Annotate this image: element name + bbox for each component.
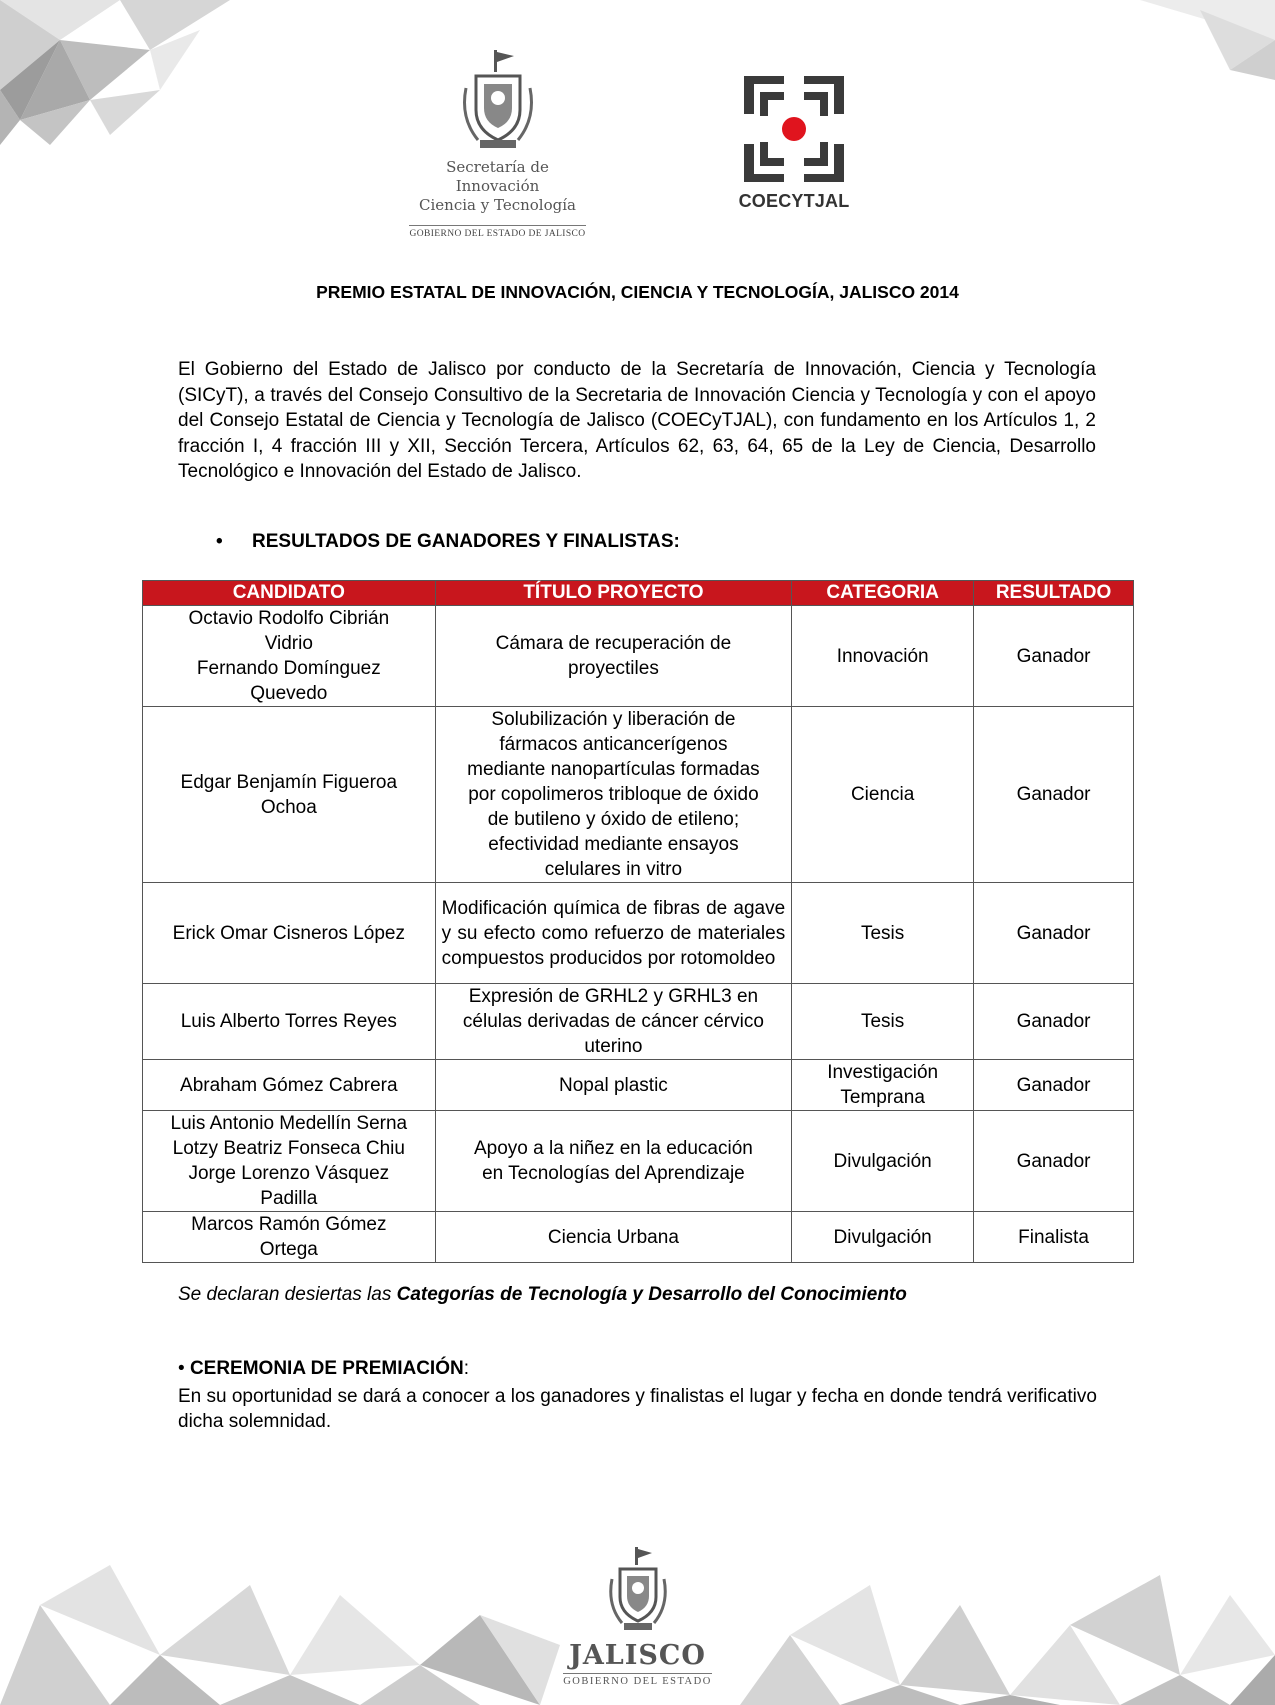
candidate-cell: [143, 1212, 436, 1263]
result-cell-line: Ganador: [1016, 784, 1091, 805]
results-table: [142, 580, 1134, 1263]
ceremony-colon: :: [463, 1358, 469, 1379]
candidate-cell-line: Ochoa: [260, 796, 317, 818]
candidate-cell-line: Luis Alberto Torres Reyes: [180, 1011, 397, 1032]
note-emphasis: Categorías de Tecnología y Desarrollo del Conocimiento: [396, 1284, 907, 1305]
table-row: [143, 883, 1134, 984]
result-cell: [974, 1212, 1134, 1263]
result-cell: [974, 1060, 1134, 1111]
jalisco-coat-of-arms-icon: [458, 48, 538, 153]
category-cell-line: Divulgación: [833, 1150, 932, 1172]
project-title-cell: [435, 606, 792, 707]
result-cell: [974, 883, 1134, 984]
project-title-cell-line: de butileno y óxido de etileno;: [487, 809, 740, 830]
sicyt-logo-line1: Secretaría de Innovación: [446, 158, 549, 195]
deserted-categories-note: [178, 1284, 907, 1306]
candidate-cell-line: Quevedo: [250, 683, 328, 704]
table-header-row: [143, 581, 1134, 606]
category-cell: [792, 707, 974, 883]
result-cell-line: Ganador: [1016, 1150, 1091, 1172]
project-title-cell: [435, 1212, 792, 1263]
result-cell-line: Ganador: [1016, 1074, 1091, 1096]
candidate-cell-line: Ortega: [259, 1239, 318, 1260]
intro-paragraph: El Gobierno del Estado de Jalisco por conducto de la Secretaría de Innovación, Ciencia y Tecnología (SICyT), a través del Consejo Consultivo de la Secretaria de Innovación Ciencia y Tecnología y con el apoyo del Consejo Estatal de Ciencia y Tecnología de Jalisco (COECyTJAL), con fundamento en los Artículos 1, 2 fracción I, 4 fracción III y XII, Sección Tercera, Artículos 62, 63, 64, 65 de la Ley de Ciencia, Desarrollo Tecnológico e Innovación del Estado de Jalisco.: [178, 359, 1096, 482]
ceremony-heading-text: CEREMONIA DE PREMIACIÓN: [189, 1358, 464, 1379]
bullet: •: [178, 1358, 185, 1379]
result-cell-line: Ganador: [1016, 645, 1091, 667]
col-candidato-header: CANDIDATO: [143, 581, 436, 606]
project-title-cell-line: células derivadas de cáncer cérvico: [462, 1011, 764, 1032]
coecytjal-cross-icon: [740, 74, 848, 184]
col-resultado-header: RESULTADO: [974, 581, 1134, 606]
result-cell-line: Ganador: [1016, 1011, 1091, 1032]
result-cell: [974, 984, 1134, 1060]
project-title-cell-line: Expresión de GRHL2 y GRHL3 en: [468, 986, 759, 1007]
category-cell: [792, 1212, 974, 1263]
project-title-cell: [435, 883, 792, 984]
candidate-cell: [143, 1060, 436, 1111]
coecytjal-logo-text: COECYTJAL: [738, 191, 850, 211]
coecytjal-logo: [738, 74, 850, 212]
category-cell: [792, 984, 974, 1060]
candidate-cell: [143, 984, 436, 1060]
category-cell-line: Tesis: [860, 922, 905, 944]
category-cell-line: Innovación: [836, 645, 929, 667]
ceremony-heading: [178, 1358, 469, 1380]
candidate-cell: [143, 883, 436, 984]
project-title-cell: [435, 1111, 792, 1212]
sicyt-logo-line3: GOBIERNO DEL ESTADO DE JALISCO: [409, 225, 585, 239]
project-title-cell-line: Nopal plastic: [559, 1074, 668, 1096]
bullet: •: [216, 531, 223, 552]
category-cell: [792, 883, 974, 984]
category-cell: [792, 1060, 974, 1111]
candidate-cell-line: Jorge Lorenzo Vásquez: [188, 1163, 390, 1184]
jalisco-logo-text: JALISCO: [569, 1640, 706, 1671]
ceremony-text: En su oportunidad se dará a conocer a los ganadores y finalistas el lugar y fecha en donde tendrá verificativo dicha solemnidad.: [178, 1386, 1097, 1432]
project-title-cell: [435, 1060, 792, 1111]
project-title-cell-line: Cámara de recuperación de: [495, 633, 732, 654]
result-cell-line: Ganador: [1016, 922, 1091, 944]
category-cell: [792, 1111, 974, 1212]
note-prefix: Se declaran desiertas las: [178, 1284, 397, 1305]
table-row: [143, 984, 1134, 1060]
project-title-cell-line: en Tecnologías del Aprendizaje: [482, 1163, 745, 1184]
sicyt-logo-line2: Ciencia y Tecnología: [419, 196, 576, 214]
project-title-cell-line: Modificación química de fibras de agave y su efecto como refuerzo de materiales compuestos producidos por rotomoldeo: [441, 897, 786, 969]
project-title-cell-line: por copolimeros tribloque de óxido: [468, 784, 759, 805]
candidate-cell: [143, 707, 436, 883]
project-title-cell: [435, 984, 792, 1060]
candidate-cell-line: Luis Antonio Medellín Serna: [170, 1113, 408, 1134]
table-row: [143, 1060, 1134, 1111]
table-row: [143, 1212, 1134, 1263]
project-title-cell-line: efectividad mediante ensayos: [488, 834, 739, 855]
sicyt-logo: [405, 48, 590, 239]
candidate-cell-line: Marcos Ramón Gómez: [191, 1214, 387, 1235]
table-row: [143, 1111, 1134, 1212]
project-title-cell-line: fármacos anticancerígenos: [499, 734, 728, 755]
project-title-cell-line: uterino: [584, 1036, 643, 1057]
candidate-cell-line: Edgar Benjamín Figueroa: [180, 771, 398, 793]
project-title-cell-line: Solubilización y liberación de: [491, 709, 736, 730]
candidate-cell-line: Padilla: [260, 1188, 318, 1209]
top-left-polygon-decoration: [0, 0, 230, 150]
table-row: [143, 606, 1134, 707]
project-title-cell-line: mediante nanopartículas formadas: [467, 759, 760, 780]
candidate-cell-line: Lotzy Beatriz Fonseca Chiu: [172, 1138, 405, 1159]
jalisco-logo-subtext: GOBIERNO DEL ESTADO: [563, 1673, 712, 1687]
top-right-polygon-decoration: [1080, 0, 1275, 80]
candidate-cell-line: Fernando Domínguez: [196, 658, 381, 679]
project-title-cell-line: Ciencia Urbana: [547, 1226, 679, 1248]
results-heading-text: RESULTADOS DE GANADORES Y FINALISTAS:: [252, 531, 680, 552]
table-row: [143, 707, 1134, 883]
candidate-cell-line: Octavio Rodolfo Cibrián: [188, 608, 390, 629]
result-cell: [974, 1111, 1134, 1212]
project-title-cell: [435, 707, 792, 883]
col-categoria-header: CATEGORIA: [792, 581, 974, 606]
project-title-cell-line: proyectiles: [568, 658, 659, 679]
category-cell-line: Investigación: [827, 1062, 939, 1083]
project-title-cell-line: Apoyo a la niñez en la educación: [473, 1138, 753, 1159]
candidate-cell-line: Erick Omar Cisneros López: [172, 922, 405, 944]
category-cell-line: Ciencia: [850, 784, 915, 805]
candidate-cell: [143, 1111, 436, 1212]
result-cell-line: Finalista: [1018, 1226, 1089, 1248]
category-cell-line: Tesis: [860, 1011, 905, 1032]
category-cell: [792, 606, 974, 707]
results-heading: [216, 531, 680, 553]
project-title-cell-line: celulares in vitro: [544, 859, 683, 880]
candidate-cell-line: Abraham Gómez Cabrera: [180, 1074, 398, 1096]
jalisco-coat-of-arms-icon: [606, 1545, 670, 1635]
category-cell-line: Divulgación: [833, 1226, 932, 1248]
candidate-cell-line: Vidrio: [264, 633, 313, 654]
result-cell: [974, 707, 1134, 883]
jalisco-logo: [560, 1545, 715, 1689]
candidate-cell: [143, 606, 436, 707]
result-cell: [974, 606, 1134, 707]
category-cell-line: Temprana: [840, 1087, 925, 1108]
page-title: PREMIO ESTATAL DE INNOVACIÓN, CIENCIA Y TECNOLOGÍA, JALISCO 2014: [316, 282, 959, 302]
col-titulo-header: TÍTULO PROYECTO: [435, 581, 792, 606]
